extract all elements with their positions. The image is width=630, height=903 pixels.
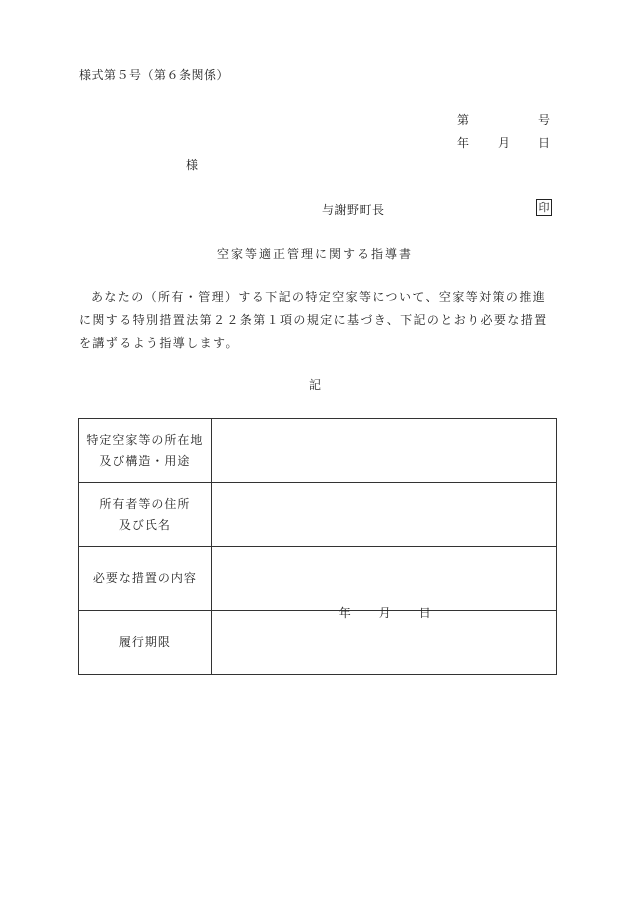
deadline-year-label: 年 bbox=[338, 606, 351, 620]
ki-heading: 記 bbox=[308, 378, 321, 392]
label-line: 必要な措置の内容 bbox=[92, 571, 197, 585]
document-number-suffix: 号 bbox=[538, 113, 551, 127]
label-line: 履行期限 bbox=[118, 635, 171, 649]
date-year-label: 年 bbox=[457, 136, 470, 150]
label-line: 特定空家等の所在地 bbox=[86, 432, 204, 447]
body-line: あなたの（所有・管理）する下記の特定空家等について、空家等対策の推進 bbox=[91, 290, 547, 304]
date-month-label: 月 bbox=[498, 136, 511, 150]
table-label-cell bbox=[79, 419, 212, 483]
table-row bbox=[79, 419, 557, 483]
table-label-cell bbox=[79, 483, 212, 547]
table-value-cell bbox=[211, 483, 556, 547]
table-value-cell bbox=[211, 547, 556, 611]
table-row bbox=[79, 547, 557, 611]
table-label-cell bbox=[79, 611, 212, 675]
table-row bbox=[79, 483, 557, 547]
issuer-name: 与謝野町長 bbox=[322, 203, 385, 217]
table-label-cell bbox=[79, 547, 212, 611]
form-number: 様式第５号（第６条関係） bbox=[79, 68, 230, 82]
deadline-value-cell bbox=[211, 606, 556, 675]
deadline-day-label: 日 bbox=[418, 606, 431, 620]
body-line: に関する特別措置法第２２条第１項の規定に基づき、下記のとおり必要な措置 bbox=[79, 313, 548, 327]
deadline-month-label: 月 bbox=[378, 606, 391, 620]
addressee-honorific: 様 bbox=[186, 158, 199, 172]
seal-stamp: 印 bbox=[536, 199, 552, 216]
document-title: 空家等適正管理に関する指導書 bbox=[216, 247, 413, 261]
body-line: を講ずるよう指導します。 bbox=[79, 336, 239, 350]
date-day-label: 日 bbox=[538, 136, 551, 150]
table-row bbox=[79, 611, 557, 675]
table-value-cell bbox=[211, 419, 556, 483]
notice-table bbox=[78, 418, 557, 675]
label-line: 所有者等の住所 bbox=[99, 496, 191, 511]
label-line: 及び構造・用途 bbox=[99, 453, 191, 468]
document-number-prefix: 第 bbox=[457, 113, 470, 127]
label-line: 及び氏名 bbox=[118, 517, 171, 532]
body-paragraph bbox=[79, 286, 557, 355]
